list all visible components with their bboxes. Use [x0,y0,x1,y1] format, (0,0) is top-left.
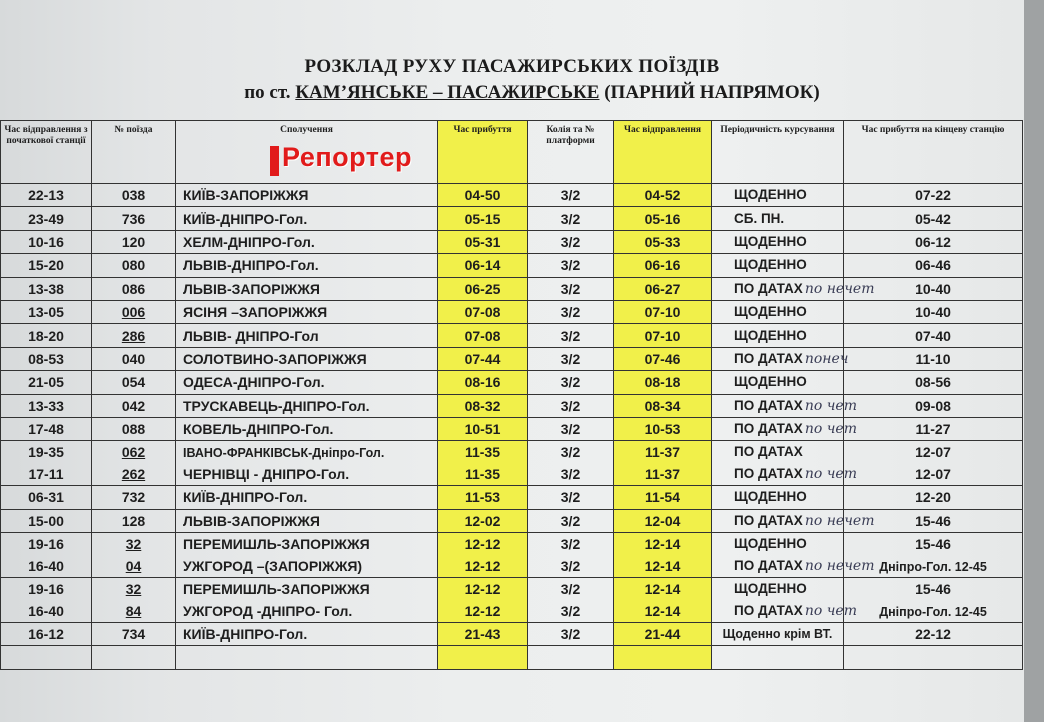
cell-route: ЛЬВІВ-ЗАПОРІЖЖЯ [176,509,438,532]
cell-track-line [528,578,613,600]
schedule-body [1,184,1023,670]
cell-periodicity [712,533,875,578]
cell-dep-origin: 16-12 [1,623,92,646]
cell-final-arrival-text: 12-07 [915,466,951,483]
header-periodicity: Періодичність курсування [712,121,844,184]
cell-arrival: 12-02 [438,509,528,532]
table-header-row [1,121,1023,184]
cell-route-text: УЖГОРОД -ДНІПРО- Гол. [183,603,353,620]
cell-departure: 05-16 [614,207,712,230]
cell-departure-line [614,463,711,485]
cell-dep-origin: 15-20 [1,254,92,277]
table-row [1,277,1023,300]
cell-track-line [528,533,613,555]
cell-track: 3/2 [528,324,614,347]
cell-route-text: УЖГОРОД –(ЗАПОРІЖЖЯ) [183,558,363,575]
cell-departure: 21-44 [614,623,712,646]
cell-departure: 06-16 [614,254,712,277]
cell-arrival-text: 12-12 [464,603,501,620]
empty-cell [614,646,712,669]
cell-arrival-text: 12-12 [464,558,501,575]
cell-arrival-text: 11-35 [464,466,501,483]
cell-periodicity [712,394,857,417]
schedule-title: РОЗКЛАД РУХУ ПАСАЖИРСЬКИХ ПОЇЗДІВ [304,56,720,77]
cell-route-text: ПЕРЕМИШЛЬ-ЗАПОРІЖЖЯ [183,536,370,553]
cell-dep-origin: 17-48 [1,417,92,440]
cell-track [528,533,614,578]
empty-cell [1,646,92,669]
cell-final-arrival-line [844,441,1022,463]
cell-final-arrival: 07-40 [844,324,1023,347]
cell-periodicity-line [734,578,843,600]
cell-train-no: 038 [92,184,176,207]
cell-arrival: 07-08 [438,300,528,323]
cell-dep-origin: 18-20 [1,324,92,347]
cell-dep-origin: 08-53 [1,347,92,370]
cell-route: ЛЬВІВ-ДНІПРО-Гол. [176,254,438,277]
cell-departure: 08-18 [614,371,712,394]
cell-final-arrival-text: 15-46 [915,536,951,553]
cell-train-no-text: 262 [121,466,146,483]
cell-departure-line [614,555,711,577]
cell-route-line [183,555,437,577]
cell-track: 3/2 [528,254,614,277]
cell-train-no-line [92,533,175,555]
cell-departure [614,578,712,623]
cell-track-line [528,463,613,485]
cell-train-no [92,441,176,486]
table-row-pair [1,578,1023,623]
cell-final-arrival: 10-40 [844,277,1023,300]
cell-dep-origin-line [1,441,91,463]
cell-arrival: 07-08 [438,324,528,347]
cell-track: 3/2 [528,417,614,440]
table-row [1,347,1023,370]
table-row [1,207,1023,230]
cell-route: ОДЕСА-ДНІПРО-Гол. [176,371,438,394]
cell-train-no-line [92,463,175,485]
cell-final-arrival-line [844,533,1022,555]
subtitle-station: КАМ’ЯНСЬКЕ – ПАСАЖИРСЬКЕ [295,82,600,103]
header-departure: Час відправлення [614,121,712,184]
empty-cell [438,646,528,669]
cell-dep-origin: 06-31 [1,486,92,509]
cell-periodicity-text: ЩОДЕННО [734,581,807,597]
handwritten-note: по чет [804,603,857,620]
cell-dep-origin: 10-16 [1,230,92,253]
cell-final-arrival-text: Дніпро-Гол. 12-45 [879,605,987,620]
cell-departure: 07-46 [614,347,712,370]
handwritten-note: по нечет [804,512,875,529]
table-row [1,230,1023,253]
cell-periodicity [712,486,844,509]
cell-train-no-text: 32 [125,581,142,598]
cell-arrival: 05-31 [438,230,528,253]
cell-periodicity-line [734,533,843,555]
empty-cell [176,646,438,669]
empty-row [1,646,1023,669]
header-final-arrival: Час прибуття на кінцеву станцію [844,121,1023,184]
cell-periodicity [712,184,844,207]
cell-dep-origin [1,441,92,486]
cell-route-text: ІВАНО-ФРАНКІВСЬК-Дніпро-Гол. [183,446,385,461]
cell-final-arrival: 15-46 [844,509,1023,532]
cell-departure-text: 11-37 [644,466,681,483]
periodicity-text: ЩОДЕННО [734,233,807,249]
cell-arrival [438,441,528,486]
cell-periodicity-text: ПО ДАТАХ [734,603,803,619]
cell-dep-origin-text: 16-40 [28,558,64,575]
cell-train-no: 040 [92,347,176,370]
handwritten-note: по нечет [804,558,875,575]
table-row-pair [1,533,1023,578]
periodicity-text: ЩОДЕННО [734,327,807,343]
schedule-table [0,120,1023,670]
cell-departure: 11-54 [614,486,712,509]
cell-final-arrival-text: 12-07 [915,444,951,461]
empty-cell [92,646,176,669]
cell-final-arrival: 06-46 [844,254,1023,277]
periodicity-text: ЩОДЕННО [734,304,807,320]
cell-arrival-text: 12-12 [464,581,501,598]
empty-cell [528,646,614,669]
cell-train-no-line [92,600,175,622]
cell-departure [614,533,712,578]
cell-periodicity: Щоденно крім ВТ. [712,623,844,646]
handwritten-note: по чет [804,466,857,483]
cell-arrival: 10-51 [438,417,528,440]
cell-track-text: 3/2 [560,558,581,575]
cell-arrival: 07-44 [438,347,528,370]
cell-route: КИЇВ-ЗАПОРІЖЖЯ [176,184,438,207]
cell-track [528,578,614,623]
cell-dep-origin-line [1,578,91,600]
cell-departure: 05-33 [614,230,712,253]
handwritten-note: по нечет [804,280,875,297]
cell-route: ЯСІНЯ –ЗАПОРІЖЖЯ [176,300,438,323]
cell-route-line [183,463,437,485]
cell-train-no: 086 [92,277,176,300]
cell-periodicity [712,347,849,370]
cell-departure: 06-27 [614,277,712,300]
cell-track-text: 3/2 [560,444,581,461]
table-row-pair [1,441,1023,486]
handwritten-note: понеч [804,350,849,367]
cell-periodicity [712,300,844,323]
cell-train-no: 080 [92,254,176,277]
cell-train-no-line [92,555,175,577]
cell-train-no: 732 [92,486,176,509]
cell-train-no: 734 [92,623,176,646]
cell-departure-text: 12-14 [644,603,681,620]
cell-arrival: 21-43 [438,623,528,646]
table-row [1,184,1023,207]
cell-route: ЛЬВІВ-ЗАПОРІЖЖЯ [176,277,438,300]
reporter-logo [270,142,450,178]
periodicity-text: ПО ДАТАХ [734,421,803,437]
periodicity-text: СБ. ПН. [734,210,785,226]
cell-train-no [92,578,176,623]
cell-track: 3/2 [528,184,614,207]
cell-dep-origin [1,578,92,623]
cell-dep-origin [1,533,92,578]
cell-final-arrival-text: 15-46 [915,581,951,598]
cell-train-no: 286 [92,324,176,347]
cell-periodicity [712,324,844,347]
cell-dep-origin: 13-33 [1,394,92,417]
cell-track: 3/2 [528,347,614,370]
cell-route-line [183,600,437,622]
periodicity-text: ПО ДАТАХ [734,512,803,528]
cell-dep-origin: 23-49 [1,207,92,230]
cell-departure: 04-52 [614,184,712,207]
subtitle-direction: (ПАРНИЙ НАПРЯМОК) [604,82,820,103]
cell-final-arrival: 10-40 [844,300,1023,323]
cell-arrival [438,578,528,623]
cell-train-no-line [92,441,175,463]
cell-track-line [528,600,613,622]
cell-periodicity [712,578,857,623]
cell-final-arrival [844,578,1023,623]
cell-route-line [183,441,437,463]
cell-track-text: 3/2 [560,466,581,483]
table-row [1,417,1023,440]
cell-train-no-line [92,578,175,600]
cell-arrival: 08-32 [438,394,528,417]
cell-track: 3/2 [528,486,614,509]
cell-track: 3/2 [528,371,614,394]
cell-final-arrival: 11-10 [844,347,1023,370]
cell-periodicity-text: ЩОДЕННО [734,536,807,552]
cell-departure-line [614,600,711,622]
cell-departure-line [614,578,711,600]
cell-arrival-line [438,578,527,600]
cell-arrival: 06-25 [438,277,528,300]
cell-departure: 07-10 [614,300,712,323]
cell-train-no-text: 84 [125,603,142,620]
cell-route: КОВЕЛЬ-ДНІПРО-Гол. [176,417,438,440]
cell-route: ХЕЛМ-ДНІПРО-Гол. [176,230,438,253]
header-route: Сполучення [176,121,438,184]
cell-final-arrival: 06-12 [844,230,1023,253]
cell-route-line [183,533,437,555]
cell-train-no: 120 [92,230,176,253]
cell-track: 3/2 [528,277,614,300]
cell-periodicity [712,207,844,230]
cell-departure-text: 12-14 [644,536,681,553]
cell-route-text: ЧЕРНІВЦІ - ДНІПРО-Гол. [183,466,350,483]
handwritten-note: по чет [804,397,857,414]
cell-train-no-text: 062 [121,444,146,461]
cell-dep-origin-line [1,463,91,485]
cell-track: 3/2 [528,300,614,323]
cell-final-arrival-text: Дніпро-Гол. 12-45 [879,560,987,575]
cell-route: КИЇВ-ДНІПРО-Гол. [176,486,438,509]
table-row [1,324,1023,347]
cell-dep-origin-text: 16-40 [28,603,64,620]
cell-train-no: 054 [92,371,176,394]
cell-route: ЛЬВІВ- ДНІПРО-Гол [176,324,438,347]
cell-periodicity [712,371,844,394]
table-row [1,394,1023,417]
cell-periodicity [712,509,875,532]
cell-route [176,533,438,578]
cell-route-line [183,578,437,600]
cell-arrival-line [438,463,527,485]
cell-track: 3/2 [528,230,614,253]
periodicity-text: ЩОДЕННО [734,374,807,390]
cell-periodicity-text: ПО ДАТАХ [734,466,803,482]
periodicity-text: ПО ДАТАХ [734,280,803,296]
table-row [1,486,1023,509]
cell-departure-text: 11-37 [644,444,681,461]
cell-final-arrival: 11-27 [844,417,1023,440]
cell-departure-line [614,533,711,555]
cell-train-no: 736 [92,207,176,230]
cell-periodicity-line [734,600,857,622]
empty-cell [844,646,1023,669]
cell-departure: 07-10 [614,324,712,347]
cell-track: 3/2 [528,509,614,532]
cell-train-no: 006 [92,300,176,323]
cell-final-arrival: 09-08 [844,394,1023,417]
cell-final-arrival-line [844,578,1022,600]
cell-train-no: 042 [92,394,176,417]
logo-text: Репортер [282,142,413,172]
cell-periodicity [712,254,844,277]
cell-arrival-line [438,600,527,622]
cell-arrival: 08-16 [438,371,528,394]
header-train-no: № поїзда [92,121,176,184]
header-track: Колія та № платформи [528,121,614,184]
cell-periodicity [712,230,844,253]
cell-dep-origin: 13-38 [1,277,92,300]
cell-departure: 12-04 [614,509,712,532]
cell-periodicity-line [734,555,875,577]
periodicity-text: ЩОДЕННО [734,257,807,273]
cell-arrival: 05-15 [438,207,528,230]
cell-track [528,441,614,486]
cell-arrival: 04-50 [438,184,528,207]
periodicity-text: ПО ДАТАХ [734,397,803,413]
logo-mark [270,146,279,176]
header-arrival: Час прибуття [438,121,528,184]
cell-dep-origin-text: 17-11 [28,466,64,483]
cell-track: 3/2 [528,394,614,417]
cell-final-arrival: 07-22 [844,184,1023,207]
cell-route: ТРУСКАВЕЦЬ-ДНІПРО-Гол. [176,394,438,417]
cell-departure: 10-53 [614,417,712,440]
cell-route: КИЇВ-ДНІПРО-Гол. [176,207,438,230]
cell-departure-text: 12-14 [644,558,681,575]
cell-track: 3/2 [528,207,614,230]
cell-train-no-text: 04 [125,558,142,575]
cell-route: СОЛОТВИНО-ЗАПОРІЖЖЯ [176,347,438,370]
cell-arrival-text: 12-12 [464,536,501,553]
cell-dep-origin-line [1,600,91,622]
cell-final-arrival: 22-12 [844,623,1023,646]
cell-track-text: 3/2 [560,603,581,620]
cell-final-arrival: 08-56 [844,371,1023,394]
cell-final-arrival [844,441,1023,486]
cell-route [176,441,438,486]
cell-arrival-line [438,533,527,555]
periodicity-text: ПО ДАТАХ [734,350,803,366]
table-row [1,254,1023,277]
cell-train-no [92,533,176,578]
cell-departure [614,441,712,486]
periodicity-text: ЩОДЕННО [734,489,807,505]
cell-route: КИЇВ-ДНІПРО-Гол. [176,623,438,646]
cell-dep-origin-line [1,555,91,577]
cell-arrival-line [438,441,527,463]
cell-arrival-line [438,555,527,577]
cell-dep-origin-text: 19-16 [28,581,64,598]
cell-departure: 08-34 [614,394,712,417]
cell-final-arrival-line [844,600,1022,622]
cell-arrival-text: 11-35 [464,444,501,461]
subtitle-prefix: по ст. [244,82,291,103]
cell-periodicity [712,441,857,486]
cell-periodicity-text: ПО ДАТАХ [734,444,803,460]
cell-departure-line [614,441,711,463]
cell-periodicity-line [734,441,843,463]
table-row [1,623,1023,646]
periodicity-text: ЩОДЕННО [734,187,807,203]
cell-final-arrival: 12-20 [844,486,1023,509]
table-row [1,509,1023,532]
cell-track-line [528,555,613,577]
table-row [1,300,1023,323]
cell-route-text: ПЕРЕМИШЛЬ-ЗАПОРІЖЖЯ [183,581,370,598]
cell-dep-origin: 21-05 [1,371,92,394]
cell-dep-origin: 22-13 [1,184,92,207]
cell-dep-origin: 15-00 [1,509,92,532]
cell-periodicity-text: ПО ДАТАХ [734,558,803,574]
cell-departure-text: 12-14 [644,581,681,598]
cell-arrival [438,533,528,578]
cell-train-no: 128 [92,509,176,532]
cell-dep-origin-text: 19-35 [28,444,64,461]
cell-track: 3/2 [528,623,614,646]
cell-train-no: 088 [92,417,176,440]
cell-final-arrival: 05-42 [844,207,1023,230]
cell-dep-origin-line [1,533,91,555]
cell-final-arrival-line [844,463,1022,485]
empty-cell [712,646,844,669]
table-row [1,371,1023,394]
cell-track-line [528,441,613,463]
cell-dep-origin: 13-05 [1,300,92,323]
cell-periodicity [712,277,875,300]
cell-dep-origin-text: 19-16 [28,536,64,553]
cell-arrival: 11-53 [438,486,528,509]
cell-train-no-text: 32 [125,536,142,553]
cell-periodicity-line [734,463,857,485]
cell-track-text: 3/2 [560,581,581,598]
cell-periodicity [712,417,857,440]
handwritten-note: по чет [804,421,857,438]
cell-route [176,578,438,623]
header-dep-origin: Час відправлення з початкової станції [1,121,92,184]
cell-track-text: 3/2 [560,536,581,553]
schedule-subtitle [20,82,1044,104]
cell-arrival: 06-14 [438,254,528,277]
